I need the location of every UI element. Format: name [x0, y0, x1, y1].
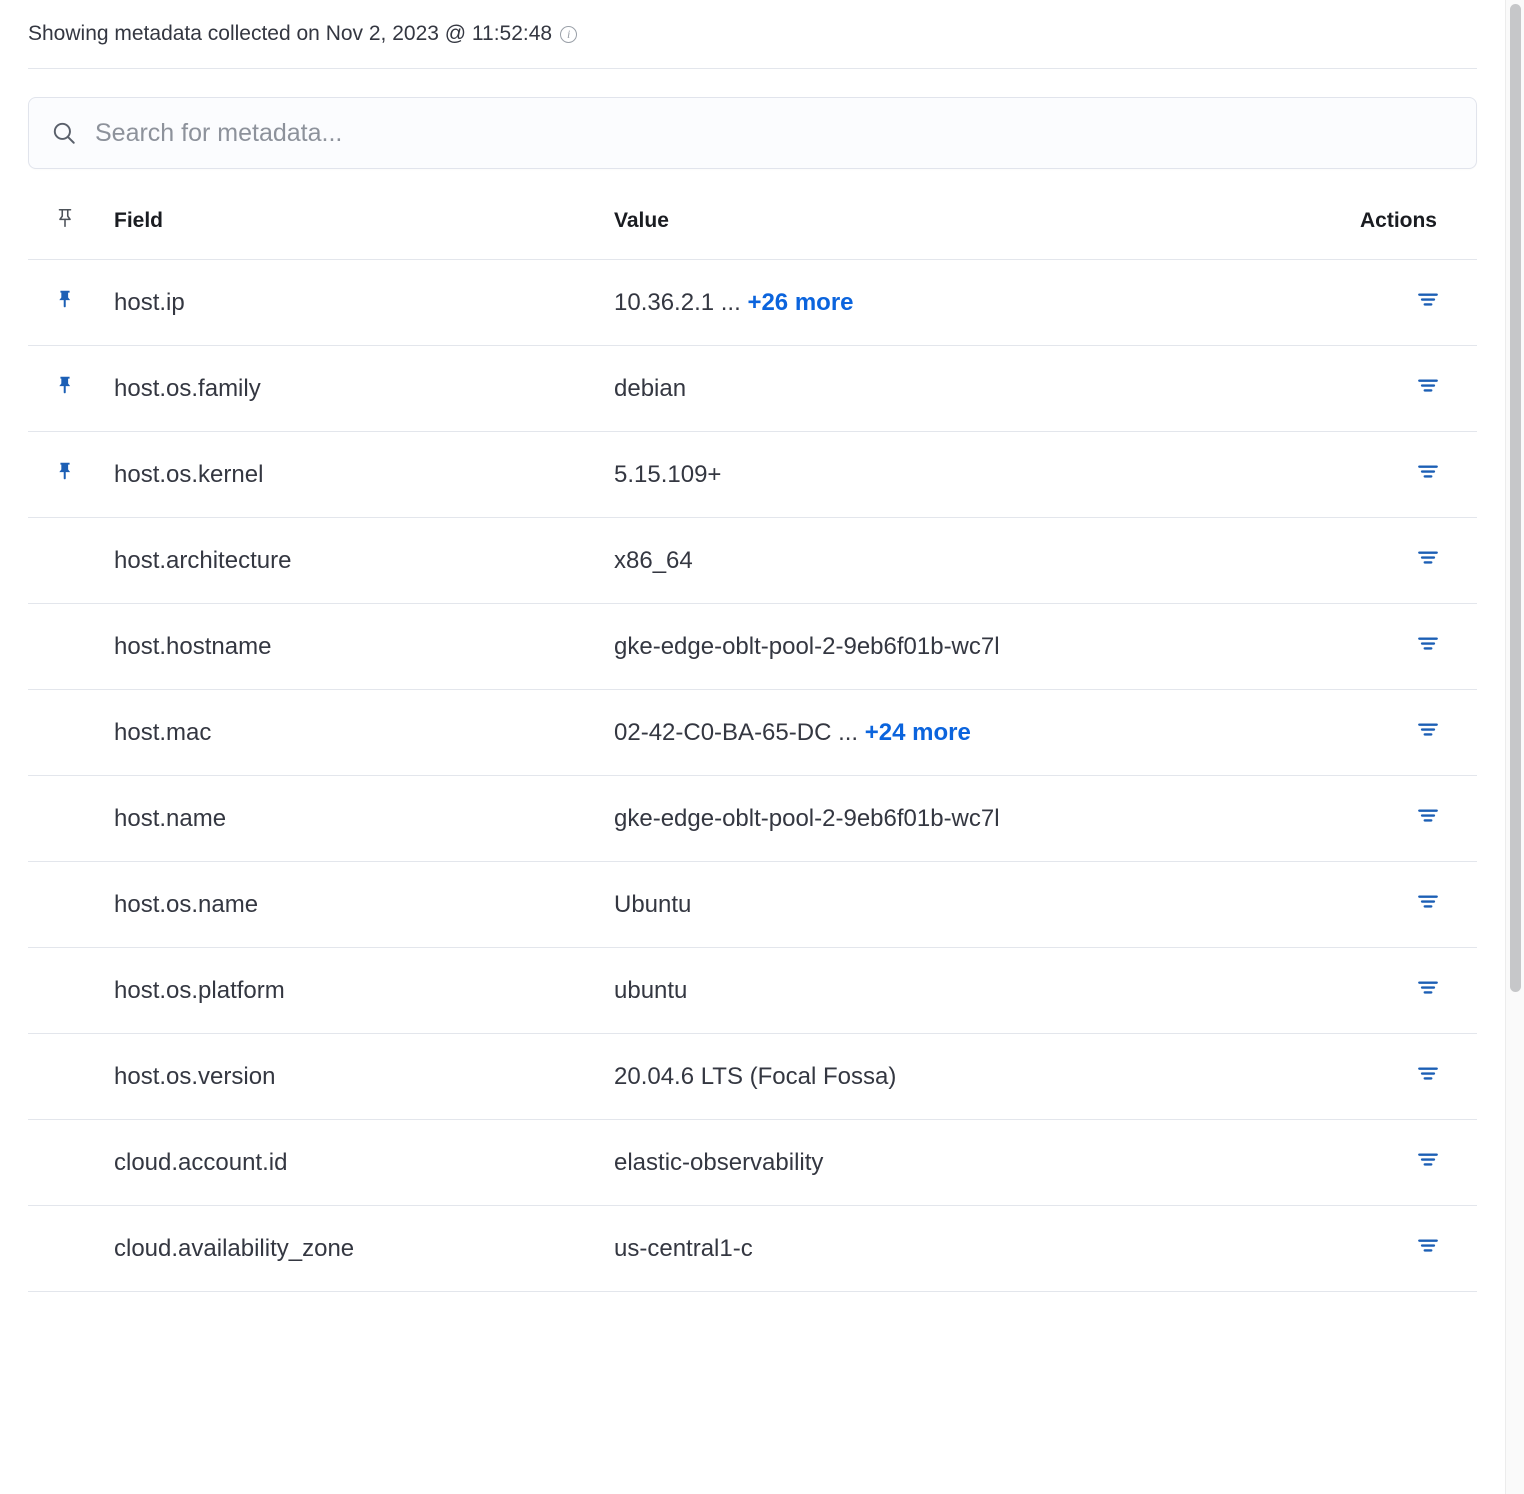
- row-pin-cell[interactable]: [28, 948, 114, 1034]
- filter-icon[interactable]: [1415, 1146, 1441, 1172]
- row-field-name: host.mac: [114, 690, 614, 776]
- row-field-value: [614, 776, 1347, 862]
- table-row: [28, 776, 1477, 862]
- row-actions-cell: [1347, 260, 1477, 346]
- filter-icon[interactable]: [1415, 716, 1441, 742]
- row-field-name: host.os.name: [114, 862, 614, 948]
- table-row: [28, 260, 1477, 346]
- filter-icon[interactable]: [1415, 802, 1441, 828]
- row-pin-cell[interactable]: [28, 690, 114, 776]
- column-header-value: Value: [614, 191, 1347, 260]
- row-field-name: host.hostname: [114, 604, 614, 690]
- row-field-value: [614, 862, 1347, 948]
- row-pin-cell[interactable]: [28, 1034, 114, 1120]
- table-row: [28, 1206, 1477, 1292]
- row-field-name: host.os.kernel: [114, 432, 614, 518]
- value-text: ubuntu: [614, 976, 688, 1004]
- pin-icon: [54, 205, 76, 231]
- row-field-value: [614, 518, 1347, 604]
- table-body: [28, 260, 1477, 1292]
- row-pin-cell[interactable]: [28, 604, 114, 690]
- row-field-value: [614, 604, 1347, 690]
- metadata-table: [28, 191, 1477, 1292]
- value-more-link[interactable]: +24 more: [864, 718, 971, 746]
- row-field-value: [614, 346, 1347, 432]
- row-actions-cell: [1347, 1120, 1477, 1206]
- row-field-value: [614, 690, 1347, 776]
- value-text: us-central1-c: [614, 1234, 753, 1262]
- filter-icon[interactable]: [1415, 630, 1441, 656]
- row-field-name: host.architecture: [114, 518, 614, 604]
- filter-icon[interactable]: [1415, 1232, 1441, 1258]
- table-row: [28, 346, 1477, 432]
- row-actions-cell: [1347, 690, 1477, 776]
- row-pin-cell[interactable]: [28, 1206, 114, 1292]
- row-field-value: [614, 948, 1347, 1034]
- column-header-actions: Actions: [1347, 191, 1477, 260]
- row-field-name: host.name: [114, 776, 614, 862]
- table-row: [28, 604, 1477, 690]
- search-section: [28, 69, 1477, 191]
- value-more-link[interactable]: +26 more: [747, 288, 854, 316]
- row-field-name: host.ip: [114, 260, 614, 346]
- table-row: [28, 518, 1477, 604]
- row-actions-cell: [1347, 1034, 1477, 1120]
- filter-icon[interactable]: [1415, 458, 1441, 484]
- row-pin-cell[interactable]: [28, 346, 114, 432]
- value-text: gke-edge-oblt-pool-2-9eb6f01b-wc7l: [614, 804, 1000, 832]
- table-row: [28, 948, 1477, 1034]
- value-text: elastic-observability: [614, 1148, 824, 1176]
- info-icon[interactable]: i: [560, 26, 577, 43]
- value-text: x86_64: [614, 546, 693, 574]
- row-field-value: [614, 1206, 1347, 1292]
- value-text: 5.15.109+: [614, 460, 722, 488]
- table-row: [28, 690, 1477, 776]
- pin-icon[interactable]: [54, 458, 76, 484]
- filter-icon[interactable]: [1415, 544, 1441, 570]
- filter-icon[interactable]: [1415, 888, 1441, 914]
- row-field-name: cloud.account.id: [114, 1120, 614, 1206]
- filter-icon[interactable]: [1415, 372, 1441, 398]
- row-pin-cell[interactable]: [28, 776, 114, 862]
- filter-icon[interactable]: [1415, 974, 1441, 1000]
- value-text: gke-edge-oblt-pool-2-9eb6f01b-wc7l: [614, 632, 1000, 660]
- metadata-collected-line: [28, 0, 1477, 68]
- table-row: [28, 432, 1477, 518]
- metadata-collected-text: Showing metadata collected on Nov 2, 2023 @ 11:52:48: [28, 22, 553, 45]
- value-text: 20.04.6 LTS (Focal Fossa): [614, 1062, 897, 1090]
- column-header-pin: [28, 191, 114, 260]
- table-row: [28, 1120, 1477, 1206]
- row-pin-cell[interactable]: [28, 432, 114, 518]
- pin-icon[interactable]: [54, 286, 76, 312]
- value-text: Ubuntu: [614, 890, 692, 918]
- filter-icon[interactable]: [1415, 1060, 1441, 1086]
- pin-icon[interactable]: [54, 372, 76, 398]
- value-text: debian: [614, 374, 687, 402]
- row-pin-cell[interactable]: [28, 862, 114, 948]
- row-actions-cell: [1347, 776, 1477, 862]
- table-row: [28, 862, 1477, 948]
- filter-icon[interactable]: [1415, 286, 1441, 312]
- vertical-scrollbar-track[interactable]: [1505, 0, 1524, 1494]
- row-field-value: [614, 1120, 1347, 1206]
- search-box[interactable]: [28, 97, 1477, 169]
- row-actions-cell: [1347, 1206, 1477, 1292]
- row-actions-cell: [1347, 432, 1477, 518]
- row-field-name: host.os.version: [114, 1034, 614, 1120]
- search-input[interactable]: [93, 118, 1454, 149]
- value-text: 10.36.2.1 ...: [614, 288, 741, 316]
- row-field-name: host.os.platform: [114, 948, 614, 1034]
- column-header-field: Field: [114, 191, 614, 260]
- row-actions-cell: [1347, 862, 1477, 948]
- vertical-scrollbar-thumb[interactable]: [1510, 4, 1521, 992]
- search-icon: [51, 120, 77, 146]
- row-field-name: cloud.availability_zone: [114, 1206, 614, 1292]
- row-pin-cell[interactable]: [28, 260, 114, 346]
- value-text: 02-42-C0-BA-65-DC ...: [614, 718, 859, 746]
- row-pin-cell[interactable]: [28, 1120, 114, 1206]
- row-actions-cell: [1347, 948, 1477, 1034]
- row-field-value: [614, 1034, 1347, 1120]
- row-actions-cell: [1347, 604, 1477, 690]
- row-actions-cell: [1347, 518, 1477, 604]
- row-field-value: [614, 260, 1347, 346]
- row-actions-cell: [1347, 346, 1477, 432]
- row-pin-cell[interactable]: [28, 518, 114, 604]
- row-field-value: [614, 432, 1347, 518]
- table-row: [28, 1034, 1477, 1120]
- table-header: [28, 191, 1477, 260]
- row-field-name: host.os.family: [114, 346, 614, 432]
